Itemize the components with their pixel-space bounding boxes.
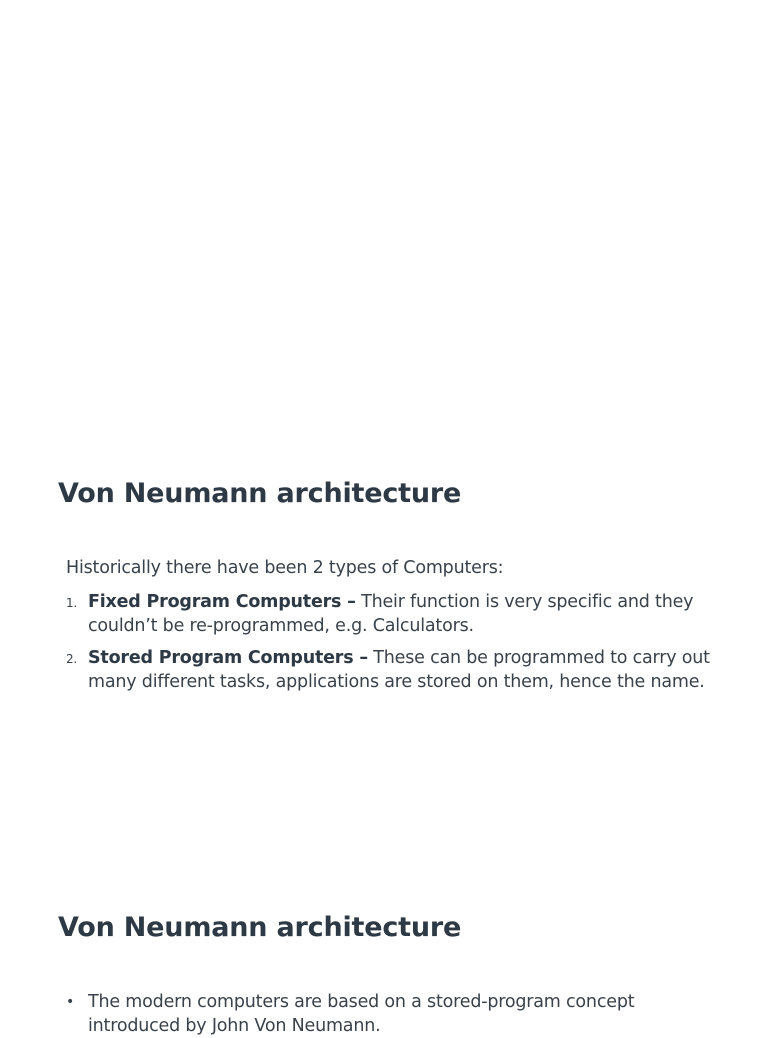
list-item-fixed-program bbox=[60, 590, 720, 638]
list-number: 1. bbox=[66, 596, 78, 610]
slide-title: Von Neumann architecture bbox=[58, 478, 462, 509]
bullet-item bbox=[60, 990, 730, 1038]
list-item-text: These can be programmed to carry out many different tasks, applications are stored on them, hence the name. bbox=[88, 648, 710, 692]
bullet-text: The modern computers are based on a stored-program concept introduced by John Von Neumann. bbox=[88, 992, 635, 1036]
computer-types-list bbox=[60, 590, 720, 702]
list-item-term: Stored Program Computers – bbox=[88, 648, 368, 668]
concept-bullet-list bbox=[60, 990, 730, 1038]
intro-text: Historically there have been 2 types of Computers: bbox=[66, 558, 504, 578]
list-item-text: Their function is very specific and they couldn’t be re-programmed, e.g. Calculators. bbox=[88, 592, 694, 636]
list-item-stored-program bbox=[60, 646, 720, 694]
bullet-marker: • bbox=[66, 994, 75, 1010]
list-item-term: Fixed Program Computers – bbox=[88, 592, 356, 612]
list-number: 2. bbox=[66, 652, 78, 666]
slide-title: Von Neumann architecture bbox=[58, 912, 462, 943]
